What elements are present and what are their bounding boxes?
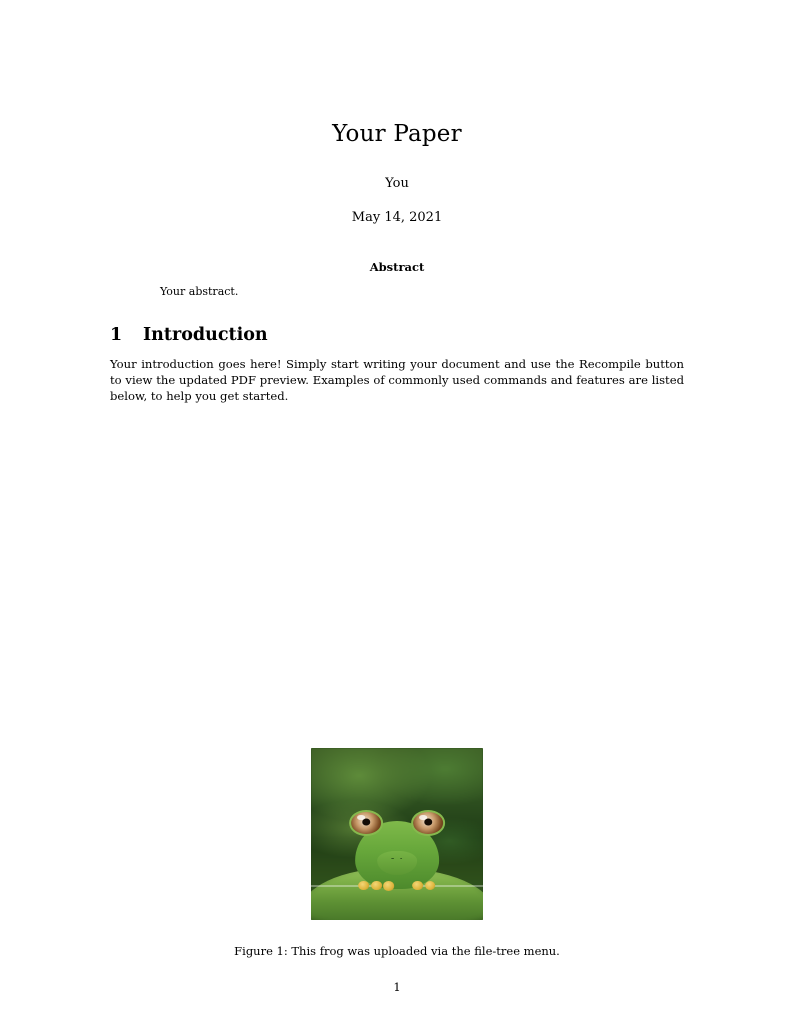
frog-toe bbox=[384, 881, 395, 891]
frog-snout bbox=[377, 851, 417, 875]
page-number: 1 bbox=[393, 980, 401, 994]
abstract-text: Your abstract. bbox=[160, 285, 239, 299]
frog-image bbox=[311, 748, 483, 920]
frog-eye-highlight-left bbox=[357, 815, 365, 819]
section-title: Introduction bbox=[143, 325, 268, 346]
frog-toe bbox=[358, 881, 369, 891]
frog-nostril-right bbox=[400, 858, 402, 859]
frog-shape bbox=[347, 810, 447, 889]
section-number: 1 bbox=[110, 325, 123, 346]
figure-caption: Figure 1: This frog was uploaded via the file-tree menu. bbox=[234, 944, 560, 958]
frog-nostril-left bbox=[391, 858, 393, 859]
frog-toe bbox=[425, 881, 436, 891]
frog-toes bbox=[355, 877, 439, 891]
figure-1 bbox=[110, 748, 684, 958]
frog-eye-highlight-right bbox=[419, 815, 427, 819]
frog-eye-right bbox=[411, 810, 445, 836]
document-body bbox=[110, 0, 684, 416]
document-author: You bbox=[385, 176, 409, 192]
section-body-introduction: Your introduction goes here! Simply start writing your document and use the Recompile button to view the updated PDF preview. Examples of commonly used commands and features are listed below, to help you get started. bbox=[110, 357, 684, 403]
frog-toe bbox=[412, 881, 423, 891]
frog-toe bbox=[371, 881, 382, 891]
abstract-heading: Abstract bbox=[369, 260, 425, 275]
frog-eye-left bbox=[349, 810, 383, 836]
section-heading-introduction bbox=[110, 325, 684, 345]
document-date: May 14, 2021 bbox=[351, 210, 443, 226]
page-title: Your Paper bbox=[332, 121, 462, 147]
